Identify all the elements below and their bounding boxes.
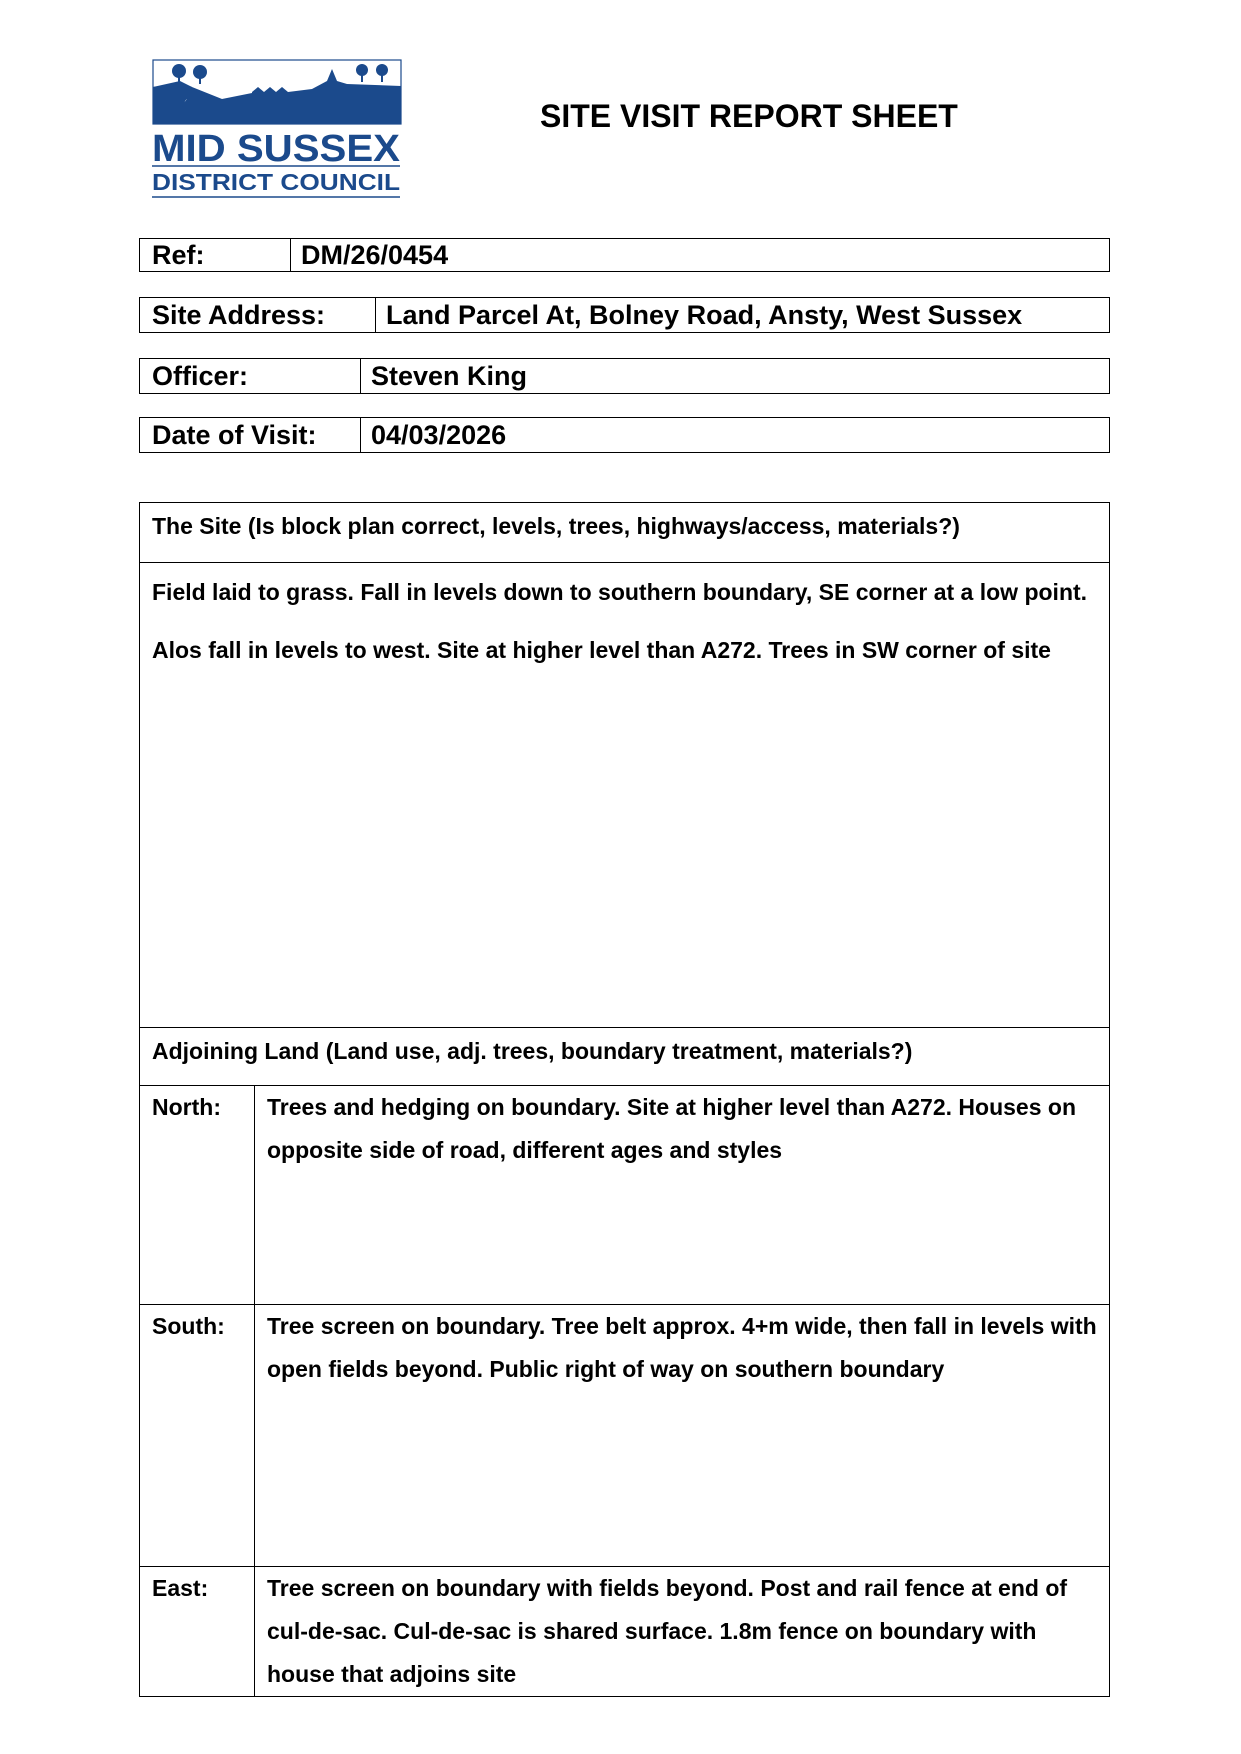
north-text: Trees and hedging on boundary. Site at higher level than A272. Houses on opposite side of road, different ages and styles [267,1094,1076,1163]
adjoining-row-south [140,1305,1109,1567]
ref-field [139,238,1110,272]
officer-value: Steven King [371,360,528,391]
date-of-visit-value: 04/03/2026 [371,419,507,450]
logo-text-line2: DISTRICT COUNCIL [152,169,400,195]
ref-label: Ref: [140,239,291,271]
south-label: South: [140,1305,255,1566]
date-of-visit-field [139,417,1110,453]
adjoining-row-east [140,1567,1109,1696]
site-address-field [139,297,1110,333]
officer-field [139,358,1110,394]
site-notes: Field laid to grass. Fall in levels down to southern boundary, SE corner at a low point. Alos fall in levels to west. Site at higher level than A272. Trees in SW corner of site [152,579,1088,663]
site-address-label: Site Address: [140,298,376,332]
adjoining-heading: Adjoining Land (Land use, adj. trees, boundary treatment, materials?) [152,1038,913,1064]
east-text: Tree screen on boundary with fields beyond. Post and rail fence at end of cul-de-sac. Cul-de-sac is shared surface. 1.8m fence on boundary with house that adjoins site [267,1575,1068,1687]
site-report-table [139,502,1110,1697]
south-text: Tree screen on boundary. Tree belt approx. 4+m wide, then fall in levels with open fields beyond. Public right of way on southern boundary [267,1313,1097,1382]
site-heading: The Site (Is block plan correct, levels, trees, highways/access, materials?) [152,513,960,539]
officer-label: Officer: [140,359,361,393]
mid-sussex-logo [152,59,402,201]
site-notes-row [140,563,1109,1028]
site-address-value: Land Parcel At, Bolney Road, Ansty, West Sussex [386,299,1023,330]
north-label: North: [140,1086,255,1304]
logo-text-line1: MID SUSSEX [152,128,401,170]
site-heading-row [140,503,1109,563]
adjoining-heading-row [140,1028,1109,1086]
east-label: East: [140,1567,255,1696]
adjoining-row-north [140,1086,1109,1305]
page-title: SITE VISIT REPORT SHEET [540,98,958,134]
ref-value: DM/26/0454 [301,239,449,270]
date-of-visit-label: Date of Visit: [140,418,361,452]
